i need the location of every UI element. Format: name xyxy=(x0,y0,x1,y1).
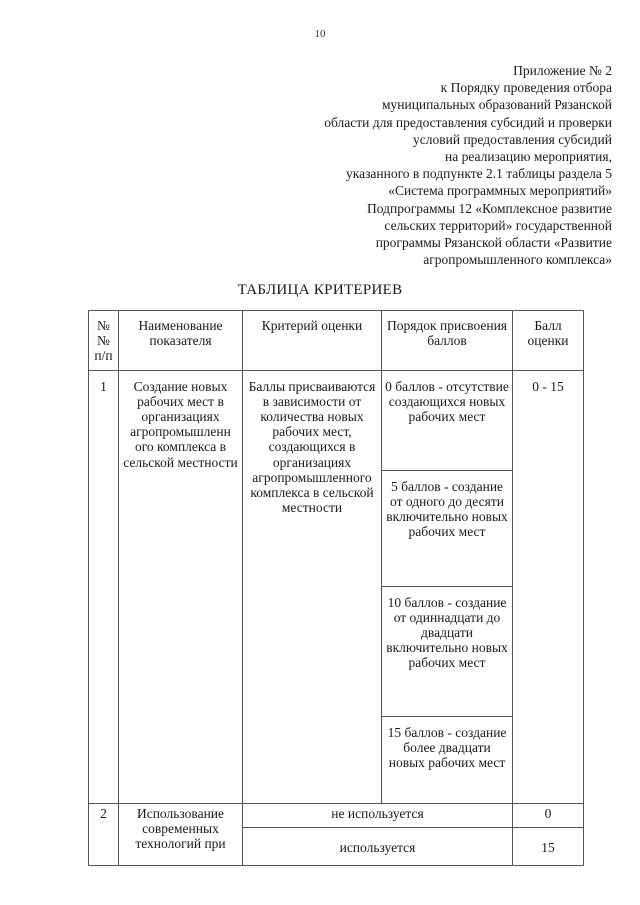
row1-level-0: 0 баллов - отсутствие создающихся новых рабочих мест xyxy=(382,370,513,470)
appendix-line: условий предоставления субсидий xyxy=(413,131,612,147)
appendix-line: Приложение № 2 xyxy=(513,63,612,78)
header-name: Наименование показателя xyxy=(119,311,243,371)
row2-option-used-score: 15 xyxy=(513,827,584,865)
table-title: ТАБЛИЦА КРИТЕРИЕВ xyxy=(237,282,403,298)
row1-level-15: 15 баллов - создание более двадцати новых рабочих мест xyxy=(382,716,513,803)
appendix-heading xyxy=(252,62,612,268)
row2-option-used: используется xyxy=(243,827,513,865)
appendix-line: программы Рязанской области «Развитие xyxy=(375,235,612,251)
row1-num: 1 xyxy=(89,370,119,803)
row2-name: Использование современных технологий при xyxy=(119,803,243,865)
appendix-line: сельских территорий» государственной xyxy=(384,217,612,233)
header-order: Порядок присвоения баллов xyxy=(382,311,513,371)
row2-option-not-used-score: 0 xyxy=(513,803,584,827)
row2-option-not-used: не используется xyxy=(243,803,513,827)
table-header-row xyxy=(89,311,584,371)
row2-num: 2 xyxy=(89,803,119,865)
row1-level-5: 5 баллов - создание от одного до десяти включительно новых рабочих мест xyxy=(382,470,513,586)
row1-criterion: Баллы присваиваются в зависимости от количества новых рабочих мест, создающихся в организациях агропромышленного комплекса в сельской местности xyxy=(243,370,382,803)
appendix-line: Подпрограммы 12 «Комплексное развитие xyxy=(367,200,612,216)
appendix-line: на реализацию мероприятия, xyxy=(445,149,612,165)
appendix-line: к Порядку проведения отбора xyxy=(440,80,612,96)
appendix-line: указанного в подпункте 2.1 таблицы раздела 5 xyxy=(345,166,612,182)
table-row xyxy=(89,803,584,827)
row1-score: 0 - 15 xyxy=(513,370,584,803)
header-num: № № п/п xyxy=(89,311,119,371)
header-criterion: Критерий оценки xyxy=(243,311,382,371)
appendix-line: «Система программных мероприятий» xyxy=(388,183,612,199)
row1-name: Создание новых рабочих мест в организациях агропромышленн ого комплекса в сельской местности xyxy=(119,370,243,803)
appendix-line: агропромышленного комплекса» xyxy=(423,252,612,268)
criteria-table xyxy=(88,310,584,866)
page-number: 10 xyxy=(314,28,326,40)
appendix-line: муниципальных образований Рязанской xyxy=(381,97,612,113)
table-row xyxy=(89,370,584,470)
appendix-line: области для предоставления субсидий и проверки xyxy=(324,114,612,130)
row1-level-10: 10 баллов - создание от одиннадцати до двадцати включительно новых рабочих мест xyxy=(382,586,513,716)
header-score: Балл оценки xyxy=(513,311,584,371)
